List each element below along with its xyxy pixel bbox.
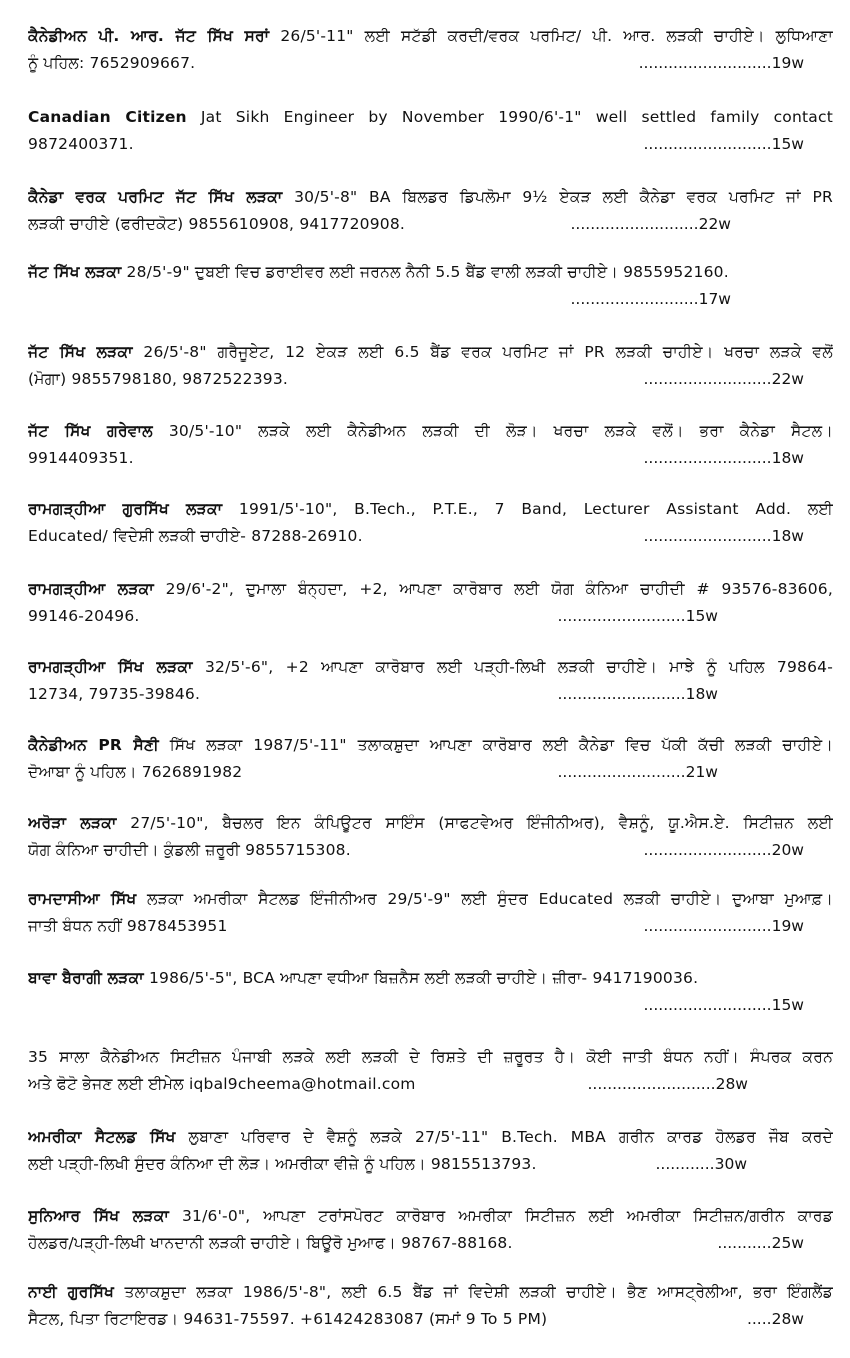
- ad-line-1: [28, 1203, 833, 1230]
- matrimonial-ad: [28, 1124, 833, 1178]
- ad-line-2: [28, 211, 833, 238]
- ad-text: 29/6'-2", ਦੁਮਾਲਾ ਬੰਨ੍ਹਦਾ, +2, ਆਪਣਾ ਕਾਰੋਬਾਰ ਲਈ ਯੋਗ ਕੰਨਿਆ ਚਾਹੀਦੀ # 93576-83606,: [153, 580, 833, 598]
- ad-text: 1991/5'-10", B.Tech., P.T.E., 7 Band, Lecturer Assistant Add. ਲਈ: [222, 500, 833, 518]
- ad-lead: ਬਾਵਾ ਬੈਰਾਗੀ ਲੜਕਾ: [28, 969, 144, 987]
- matrimonial-ad: [28, 654, 833, 708]
- ad-line-1: [28, 732, 833, 759]
- ad-text: 35 ਸਾਲਾ ਕੈਨੇਡੀਅਨ ਸਿਟੀਜ਼ਨ ਪੰਜਾਬੀ ਲੜਕੇ ਲਈ ਲੜਕੀ ਦੇ ਰਿਸ਼ਤੇ ਦੀ ਜ਼ਰੂਰਤ ਹੈ। ਕੋਈ ਜਾਤੀ ਬੰਧਨ ਨਹੀਂ। ਸੰਪਰਕ ਕਰਨ: [28, 1048, 833, 1066]
- ad-line-1: [28, 23, 833, 50]
- ad-contact: ਦੋਆਬਾ ਨੂੰ ਪਹਿਲ। 7626891982: [28, 763, 243, 781]
- ad-code: ...........................19w: [638, 54, 804, 72]
- ad-text: 27/5'-10", ਬੈਚਲਰ ਇਨ ਕੰਪਿਊਟਰ ਸਾਇੰਸ (ਸਾਫਟਵੇਅਰ ਇੰਜੀਨੀਅਰ), ਵੈਸ਼ਨੂੰ, ਯੂ.ਐਸ.ਏ. ਸਿਟੀਜ਼ਨ ਲਈ: [116, 814, 833, 832]
- ad-line-2: [28, 759, 833, 786]
- ad-code: ...........25w: [717, 1234, 804, 1252]
- ad-text: 28/5'-9" ਦੁਬਈ ਵਿਚ ਡਰਾਈਵਰ ਲਈ ਜਰਨਲ ਨੈਨੀ 5.5 ਬੈਂਡ ਵਾਲੀ ਲੜਕੀ ਚਾਹੀਏ। 9855952160.: [121, 263, 729, 281]
- ad-text: Jat Sikh Engineer by November 1990/6'-1" well settled family contact: [186, 108, 833, 126]
- matrimonial-ad: [28, 23, 833, 77]
- ad-text: ਤਲਾਕਸ਼ੁਦਾ ਲੜਕਾ 1986/5'-8", ਲਈ 6.5 ਬੈਂਡ ਜਾਂ ਵਿਦੇਸ਼ੀ ਲੜਕੀ ਚਾਹੀਏ। ਭੈਣ ਆਸਟ੍ਰੇਲੀਆ, ਭਰਾ ਇੰਗਲੈਂਡ: [114, 1283, 833, 1301]
- ad-code: ..........................18w: [643, 527, 804, 545]
- ad-line-1: [28, 496, 833, 523]
- ad-lead: ਕੈਨੇਡੀਅਨ PR ਸੈਣੀ: [28, 736, 159, 754]
- ad-line-1: [28, 654, 833, 681]
- ad-lead: ਨਾਈ ਗੁਰਸਿੱਖ: [28, 1283, 115, 1301]
- ad-line-2: [28, 837, 833, 864]
- matrimonial-ad: [28, 104, 833, 158]
- ad-contact: 12734, 79735-39846.: [28, 685, 201, 703]
- ad-line-2: [28, 1071, 833, 1098]
- ad-text: 30/5'-8" BA ਬਿਲਡਰ ਡਿਪਲੋਮਾ 9½ ਏਕੜ ਲਈ ਕੈਨੇਡਾ ਵਰਕ ਪਰਮਿਟ ਜਾਂ PR: [282, 188, 833, 206]
- ad-line-2: [28, 366, 833, 393]
- ad-contact: 9914409351.: [28, 449, 134, 467]
- ad-line-1: [28, 1279, 833, 1306]
- matrimonial-ad: [28, 339, 833, 393]
- matrimonial-ad: [28, 886, 833, 940]
- ad-lead: ਜੱਟ ਸਿੱਖ ਲੜਕਾ: [28, 263, 122, 281]
- matrimonial-ad: [28, 1044, 833, 1098]
- ad-contact: 9872400371.: [28, 135, 134, 153]
- ad-lead: ਜੱਟ ਸਿੱਖ ਲੜਕਾ: [28, 343, 133, 361]
- ad-line-2: [28, 1230, 833, 1257]
- ad-lead: ਕੈਨੇਡਾ ਵਰਕ ਪਰਮਿਟ ਜੱਟ ਸਿੱਖ ਲੜਕਾ: [28, 188, 283, 206]
- ad-text: 26/5'-11" ਲਈ ਸਟੱਡੀ ਕਰਦੀ/ਵਰਕ ਪਰਮਿਟ/ ਪੀ. ਆਰ. ਲੜਕੀ ਚਾਹੀਏ। ਲੁਧਿਆਣਾ: [269, 27, 833, 45]
- ad-text: 26/5'-8" ਗਰੈਜੂਏਟ, 12 ਏਕੜ ਲਈ 6.5 ਬੈਂਡ ਵਰਕ ਪਰਮਿਟ ਜਾਂ PR ਲੜਕੀ ਚਾਹੀਏ। ਖਰਚਾ ਲੜਕੇ ਵਲੋਂ: [132, 343, 833, 361]
- ad-code: ..........................18w: [557, 685, 718, 703]
- ad-text: 1986/5'-5", BCA ਆਪਣਾ ਵਧੀਆ ਬਿਜ਼ਨੈਸ ਲਈ ਲੜਕੀ ਚਾਹੀਏ। ਜ਼ੀਰਾ- 9417190036.: [143, 969, 699, 987]
- matrimonial-ad: [28, 418, 833, 472]
- ad-code: ..........................17w: [570, 290, 731, 308]
- ad-contact: ਸੈਟਲ, ਪਿਤਾ ਰਿਟਾਇਰਡ। 94631-75597. +61424283087 (ਸਮਾਂ 9 To 5 PM): [28, 1310, 548, 1328]
- ad-line-1: [28, 965, 833, 992]
- ad-contact: ਲਈ ਪੜ੍ਹੀ-ਲਿਖੀ ਸੁੰਦਰ ਕੰਨਿਆ ਦੀ ਲੋੜ। ਅਮਰੀਕਾ ਵੀਜ਼ੇ ਨੂੰ ਪਹਿਲ। 9815513793.: [28, 1155, 537, 1173]
- ad-contact: ਲੜਕੀ ਚਾਹੀਏ (ਫਰੀਦਕੋਟ) 9855610908, 9417720908.: [28, 215, 406, 233]
- ad-line-1: [28, 576, 833, 603]
- ad-lead: ਰਾਮਗੜ੍ਹੀਆ ਗੁਰਸਿੱਖ ਲੜਕਾ: [28, 500, 223, 518]
- ad-code: .....28w: [746, 1310, 804, 1328]
- matrimonial-ad: [28, 1279, 833, 1333]
- ad-text: 32/5'-6", +2 ਆਪਣਾ ਕਾਰੋਬਾਰ ਲਈ ਪੜ੍ਹੀ-ਲਿਖੀ ਲੜਕੀ ਚਾਹੀਏ। ਮਾਝੇ ਨੂੰ ਪਹਿਲ 79864-: [192, 658, 833, 676]
- ad-line-1: [28, 339, 833, 366]
- ad-code: ..........................15w: [643, 135, 804, 153]
- ad-code: ..........................15w: [557, 607, 718, 625]
- ad-contact: Educated/ ਵਿਦੇਸ਼ੀ ਲੜਕੀ ਚਾਹੀਏ- 87288-26910.: [28, 527, 363, 545]
- matrimonial-ad: [28, 810, 833, 864]
- ad-lead: ਰਾਮਦਾਸੀਆ ਸਿੱਖ: [28, 890, 137, 908]
- ad-line-2: [28, 131, 833, 158]
- ad-line-2: [28, 992, 833, 1019]
- ad-line-1: [28, 259, 833, 286]
- ad-contact: ਜਾਤੀ ਬੰਧਨ ਨਹੀਂ 9878453951: [28, 917, 228, 935]
- ad-line-2: [28, 1306, 833, 1333]
- matrimonial-ad: [28, 259, 833, 313]
- ad-line-1: [28, 104, 833, 131]
- matrimonial-ad: [28, 496, 833, 550]
- ad-line-2: [28, 523, 833, 550]
- ad-contact: ਯੋਗ ਕੰਨਿਆ ਚਾਹੀਦੀ। ਕੁੰਡਲੀ ਜ਼ਰੂਰੀ 9855715308.: [28, 841, 351, 859]
- ad-line-1: [28, 1124, 833, 1151]
- ad-lead: Canadian Citizen: [28, 108, 187, 126]
- ad-code: ............30w: [655, 1155, 747, 1173]
- ad-line-1: [28, 1044, 833, 1071]
- ad-line-2: [28, 681, 833, 708]
- matrimonial-ad: [28, 184, 833, 238]
- ad-line-2: [28, 913, 833, 940]
- ad-line-2: [28, 445, 833, 472]
- ad-contact: ਅਤੇ ਫੋਟੋ ਭੇਜਣ ਲਈ ਈਮੇਲ iqbal9cheema@hotmail.com: [28, 1075, 416, 1093]
- ad-text: 31/6'-0", ਆਪਣਾ ਟਰਾਂਸਪੋਰਟ ਕਾਰੋਬਾਰ ਅਮਰੀਕਾ ਸਿਟੀਜ਼ਨ ਲਈ ਅਮਰੀਕਾ ਸਿਟੀਜ਼ਨ/ਗਰੀਨ ਕਾਰਡ: [168, 1207, 833, 1225]
- ad-line-2: [28, 1151, 833, 1178]
- ad-line-1: [28, 184, 833, 211]
- ad-lead: ਰਾਮਗੜ੍ਹੀਆ ਲੜਕਾ: [28, 580, 154, 598]
- ad-line-1: [28, 418, 833, 445]
- ad-code: ..........................20w: [643, 841, 804, 859]
- ad-line-1: [28, 810, 833, 837]
- matrimonial-ad: [28, 965, 833, 1019]
- ad-code: ..........................15w: [643, 996, 804, 1014]
- ad-line-1: [28, 886, 833, 913]
- ad-contact: ਨੂੰ ਪਹਿਲ: 7652909667.: [28, 54, 196, 72]
- ad-lead: ਰਾਮਗੜ੍ਹੀਆ ਸਿੱਖ ਲੜਕਾ: [28, 658, 193, 676]
- ad-text: 30/5'-10" ਲੜਕੇ ਲਈ ਕੈਨੇਡੀਅਨ ਲੜਕੀ ਦੀ ਲੋੜ। ਖਰਚਾ ਲੜਕੇ ਵਲੋਂ। ਭਰਾ ਕੈਨੇਡਾ ਸੈਟਲ।: [152, 422, 833, 440]
- matrimonial-ad: [28, 576, 833, 630]
- ad-text: ਲੁਬਾਣਾ ਪਰਿਵਾਰ ਦੇ ਵੈਸ਼ਨੂੰ ਲੜਕੇ 27/5'-11" B.Tech. MBA ਗਰੀਨ ਕਾਰਡ ਹੋਲਡਰ ਜੌਬ ਕਰਦੇ: [175, 1128, 833, 1146]
- ad-contact: 99146-20496.: [28, 607, 140, 625]
- ad-text: ਲੜਕਾ ਅਮਰੀਕਾ ਸੈਟਲਡ ਇੰਜੀਨੀਅਰ 29/5'-9" ਲਈ ਸੁੰਦਰ Educated ਲੜਕੀ ਚਾਹੀਏ। ਦੁਆਬਾ ਮੁਆਫ਼।: [136, 890, 833, 908]
- ad-line-2: [28, 603, 833, 630]
- ad-code: ..........................18w: [643, 449, 804, 467]
- matrimonial-ad: [28, 732, 833, 786]
- ad-lead: ਅਮਰੀਕਾ ਸੈਟਲਡ ਸਿੱਖ: [28, 1128, 176, 1146]
- ad-code: ..........................22w: [570, 215, 731, 233]
- ad-code: ..........................21w: [557, 763, 718, 781]
- ad-lead: ਜੱਟ ਸਿੱਖ ਗਰੇਵਾਲ: [28, 422, 153, 440]
- ad-lead: ਕੈਨੇਡੀਅਨ ਪੀ. ਆਰ. ਜੱਟ ਸਿੱਖ ਸਰਾਂ: [28, 27, 270, 45]
- ad-code: ..........................28w: [587, 1075, 748, 1093]
- ad-code: ..........................19w: [643, 917, 804, 935]
- ad-contact: (ਮੋਗਾ) 9855798180, 9872522393.: [28, 370, 289, 388]
- ad-contact: ਹੋਲਡਰ/ਪੜ੍ਹੀ-ਲਿਖੀ ਖਾਨਦਾਨੀ ਲੜਕੀ ਚਾਹੀਏ। ਬਿਊਰੋ ਮੁਆਫ। 98767-88168.: [28, 1234, 513, 1252]
- ad-lead: ਅਰੋੜਾ ਲੜਕਾ: [28, 814, 117, 832]
- ad-code: ..........................22w: [643, 370, 804, 388]
- matrimonial-ad: [28, 1203, 833, 1257]
- ad-text: ਸਿੱਖ ਲੜਕਾ 1987/5'-11" ਤਲਾਕਸ਼ੁਦਾ ਆਪਣਾ ਕਾਰੋਬਾਰ ਲਈ ਕੈਨੇਡਾ ਵਿਚ ਪੱਕੀ ਕੱਚੀ ਲੜਕੀ ਚਾਹੀਏ।: [158, 736, 833, 754]
- ad-lead: ਸੁਨਿਆਰ ਸਿੱਖ ਲੜਕਾ: [28, 1207, 169, 1225]
- ad-line-2: [28, 50, 833, 77]
- ad-line-2: [28, 286, 833, 313]
